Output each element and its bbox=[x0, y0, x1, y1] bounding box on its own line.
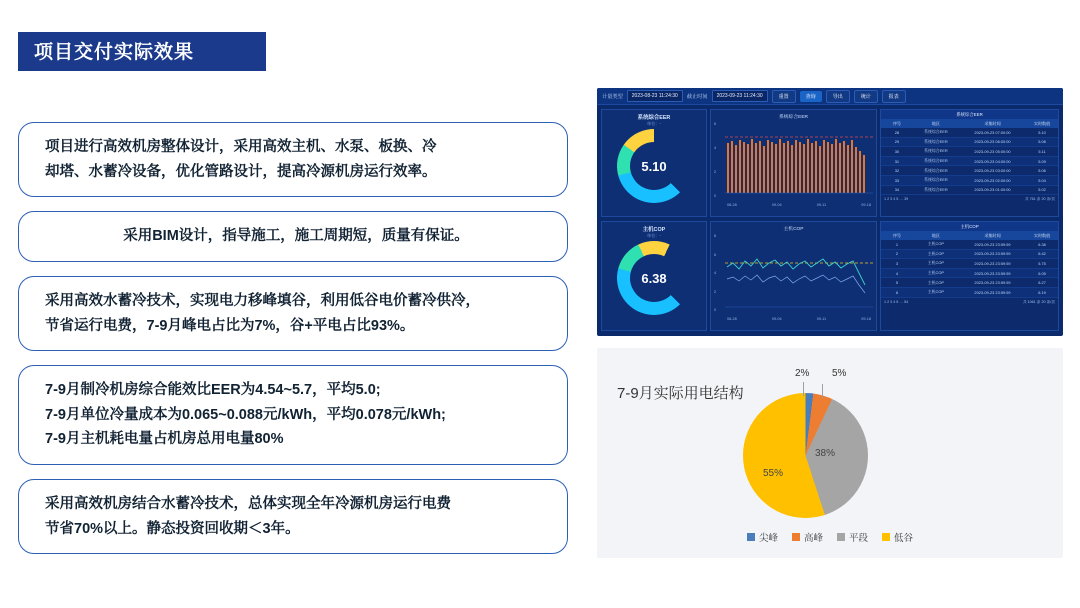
legend-swatch bbox=[882, 533, 890, 541]
y-tick: 8 bbox=[714, 234, 717, 238]
slide-title-bar bbox=[18, 32, 266, 68]
cell: 2023-09-23 01:00:00 bbox=[974, 187, 1011, 193]
cell: 主机COP bbox=[927, 250, 944, 256]
legend-item-pingduan[interactable] bbox=[837, 530, 868, 544]
cell: 28 bbox=[894, 129, 900, 135]
legend-item-gaofeng[interactable] bbox=[792, 530, 823, 544]
dashboard-toolbar bbox=[597, 88, 1063, 105]
gauge-eer bbox=[617, 129, 691, 203]
pagination-summary: 共 1061 条 20 条/页 bbox=[1022, 299, 1055, 304]
y-tick: 4 bbox=[714, 271, 717, 275]
chart-eer-title: 系统综合EER bbox=[778, 115, 809, 120]
report-button[interactable]: 报表 bbox=[882, 90, 906, 103]
cell: 34 bbox=[894, 187, 900, 193]
x-tick: 09-04 bbox=[771, 203, 782, 207]
legend-label: 低谷 bbox=[894, 533, 914, 544]
cell: 2023-09-23 23:59:59 bbox=[974, 280, 1011, 286]
cell: 系统综合EER bbox=[924, 177, 948, 183]
y-tick: 0 bbox=[714, 194, 717, 198]
x-tick: 09-04 bbox=[771, 317, 782, 321]
table-row[interactable] bbox=[881, 176, 1058, 186]
cell: 2023-09-23 23:59:59 bbox=[974, 270, 1011, 276]
cell: 2023-09-23 23:59:59 bbox=[974, 289, 1011, 295]
cell: 1 bbox=[895, 241, 899, 247]
column-header: 实时数值 bbox=[1033, 232, 1051, 238]
cell: 主机COP bbox=[927, 289, 944, 295]
cell: 系统综合EER bbox=[924, 167, 948, 173]
table-row[interactable] bbox=[881, 278, 1058, 288]
cell: 31 bbox=[894, 158, 900, 164]
x-tick: 08-28 bbox=[727, 203, 737, 207]
cell: 6.42 bbox=[1038, 251, 1046, 257]
cell: 5.06 bbox=[1038, 168, 1046, 174]
cell: 2023-09-23 06:00:00 bbox=[974, 139, 1011, 145]
pagination-pages[interactable]: 1 2 3 4 5 … 39 bbox=[884, 197, 909, 202]
end-time-label: 截止时间 bbox=[686, 93, 708, 100]
chart-panel-eer bbox=[710, 109, 877, 217]
bullet-line: 却塔、水蓄冷设备，优化管路设计，提高冷源机房运行效率。 bbox=[45, 163, 437, 180]
cell: 系统综合EER bbox=[924, 129, 948, 135]
gauge-eer-title: 系统综合EER bbox=[637, 115, 671, 121]
gauge-cop-value: 6.38 bbox=[641, 270, 667, 286]
title-underline bbox=[18, 68, 266, 71]
legend-swatch bbox=[747, 533, 755, 541]
pie-slice-label-digu: 55% bbox=[763, 468, 784, 479]
table-cop[interactable] bbox=[880, 221, 1059, 331]
table-cop-footer[interactable] bbox=[881, 298, 1058, 307]
column-header: 采集时间 bbox=[984, 120, 1001, 126]
gauge-center bbox=[630, 142, 678, 190]
cell: 5 bbox=[895, 280, 899, 286]
toolbar-type-label: 计量类型 bbox=[602, 93, 623, 100]
column-header: 地区 bbox=[931, 232, 940, 238]
cell: 6.38 bbox=[1038, 241, 1046, 247]
table-row[interactable] bbox=[881, 166, 1058, 176]
table-row[interactable] bbox=[881, 240, 1058, 250]
bullet-line: 节省运行电费，7-9月峰电占比为7%，谷+平电占比93%。 bbox=[45, 317, 415, 334]
cell: 系统综合EER bbox=[924, 186, 948, 192]
cell: 2023-09-23 05:00:00 bbox=[974, 148, 1011, 154]
cell: 5.10 bbox=[1038, 129, 1046, 135]
cell: 主机COP bbox=[927, 270, 944, 276]
leader-line bbox=[822, 384, 823, 398]
table-row[interactable] bbox=[881, 269, 1058, 279]
pie-chart-title: 7-9月实际用电结构 bbox=[617, 385, 744, 402]
table-cop-title: 主机COP bbox=[881, 222, 1058, 231]
pie-chart-panel bbox=[597, 348, 1063, 558]
legend-label: 尖峰 bbox=[758, 533, 778, 544]
cell: 5.75 bbox=[1038, 260, 1046, 266]
start-time-field[interactable]: 2023-08-23 11:24:30 bbox=[627, 90, 683, 102]
gauge-panel-cop bbox=[601, 221, 707, 331]
query-button[interactable]: 查询 bbox=[800, 91, 822, 102]
page-title: 项目交付实际效果 bbox=[34, 41, 195, 63]
cell: 32 bbox=[894, 168, 900, 174]
list-item bbox=[18, 122, 568, 197]
cell: 33 bbox=[894, 177, 900, 183]
pagination-pages[interactable]: 1 2 3 4 5 … 54 bbox=[884, 299, 909, 304]
cell: 系统综合EER bbox=[924, 138, 948, 144]
pie-slice-label-gaofeng: 5% bbox=[832, 368, 847, 379]
cell: 系统综合EER bbox=[924, 148, 948, 154]
column-header: 采集时间 bbox=[984, 232, 1001, 238]
cell: 29 bbox=[894, 139, 900, 145]
chart-eer-plot bbox=[725, 121, 873, 201]
end-time-field[interactable]: 2023-09-23 11:24:30 bbox=[712, 90, 768, 102]
table-row[interactable] bbox=[881, 138, 1058, 148]
table-row[interactable] bbox=[881, 288, 1058, 298]
bullet-line: 7-9月制冷机房综合能效比EER为4.54~5.7，平均5.0; bbox=[45, 382, 381, 399]
cell: 5.11 bbox=[1038, 148, 1046, 154]
bullet-line: 7-9月主机耗电量占机房总用电量80% bbox=[45, 431, 284, 448]
table-header-row bbox=[881, 231, 1058, 240]
y-tick: 0 bbox=[714, 308, 717, 312]
table-row[interactable] bbox=[881, 259, 1058, 269]
gauge-center bbox=[630, 254, 678, 302]
list-item bbox=[18, 276, 568, 351]
gauge-cop bbox=[617, 241, 691, 315]
x-tick: 09-11 bbox=[816, 203, 827, 207]
list-item bbox=[18, 479, 568, 554]
cell: 主机COP bbox=[927, 260, 944, 266]
cell: 2023-09-23 23:59:59 bbox=[974, 241, 1011, 247]
y-tick: 4 bbox=[714, 146, 717, 150]
cell: 2023-09-23 23:59:59 bbox=[974, 260, 1011, 266]
gauge-panel-eer bbox=[601, 109, 707, 217]
legend-label: 高峰 bbox=[803, 533, 823, 544]
legend-swatch bbox=[837, 533, 845, 541]
list-item bbox=[18, 365, 568, 465]
cell: 2023-09-23 02:00:00 bbox=[974, 177, 1011, 183]
cell: 主机COP bbox=[927, 241, 944, 247]
y-tick: 2 bbox=[714, 170, 717, 174]
x-tick: 08-28 bbox=[727, 317, 737, 321]
cell: 6.27 bbox=[1038, 280, 1046, 286]
table-eer[interactable] bbox=[880, 109, 1059, 217]
cell: 5.08 bbox=[1038, 139, 1046, 145]
column-header: 序号 bbox=[892, 232, 902, 238]
reset-button[interactable]: 重置 bbox=[772, 90, 796, 103]
legend-swatch bbox=[792, 533, 800, 541]
cell: 5.02 bbox=[1038, 187, 1046, 193]
x-tick: 09-18 bbox=[861, 317, 871, 321]
y-tick: 6 bbox=[714, 252, 717, 257]
gauge-cop-subtitle: 单位：- bbox=[647, 233, 661, 238]
gauge-eer-subtitle: 单位：- bbox=[647, 121, 661, 126]
cell: 主机COP bbox=[927, 279, 944, 285]
cell: 2023-09-23 23:59:59 bbox=[974, 251, 1011, 257]
chart-panel-cop bbox=[710, 221, 877, 331]
cell: 2023-09-23 04:00:00 bbox=[974, 158, 1011, 164]
cell: 5.09 bbox=[1038, 158, 1046, 164]
cell: 6 bbox=[895, 289, 899, 295]
cell: 系统综合EER bbox=[924, 158, 948, 164]
bullet-list bbox=[18, 122, 568, 568]
export-button[interactable]: 导出 bbox=[826, 90, 850, 103]
x-tick: 09-11 bbox=[816, 317, 827, 321]
legend-item-digu[interactable] bbox=[882, 530, 913, 544]
bullet-line: 7-9月单位冷量成本为0.065~0.088元/kWh，平均0.078元/kWh; bbox=[45, 406, 446, 423]
gauge-eer-value: 5.10 bbox=[641, 158, 667, 174]
table-row[interactable] bbox=[881, 250, 1058, 260]
list-item bbox=[18, 211, 568, 262]
table-row[interactable] bbox=[881, 157, 1058, 167]
pie-slice-label-jianfeng: 2% bbox=[795, 368, 810, 379]
bullet-line: 采用BIM设计，指导施工，施工周期短，质量有保证。 bbox=[123, 228, 469, 245]
table-row[interactable] bbox=[881, 147, 1058, 157]
x-tick: 09-18 bbox=[861, 203, 871, 207]
legend-label: 平段 bbox=[849, 533, 869, 544]
cell: 30 bbox=[894, 148, 900, 154]
column-header: 序号 bbox=[892, 120, 902, 126]
table-eer-footer[interactable] bbox=[881, 195, 1058, 204]
stats-button[interactable]: 统计 bbox=[854, 90, 878, 103]
bullet-line: 节省70%以上。静态投资回收期＜3年。 bbox=[45, 520, 300, 537]
cell: 4 bbox=[895, 270, 899, 276]
column-header: 实时数值 bbox=[1033, 120, 1051, 126]
bullet-line: 项目进行高效机房整体设计，采用高效主机、水泵、板换、冷 bbox=[45, 139, 437, 155]
y-tick: 2 bbox=[714, 289, 717, 294]
cell: 2023-09-23 07:00:00 bbox=[974, 129, 1011, 135]
table-row[interactable] bbox=[881, 186, 1058, 196]
cell: 2023-09-23 03:00:00 bbox=[974, 168, 1011, 174]
cell: 5.04 bbox=[1038, 177, 1046, 183]
cell: 2 bbox=[895, 251, 899, 257]
cell: 6.19 bbox=[1038, 289, 1046, 295]
cell: 6.05 bbox=[1038, 270, 1046, 276]
legend-item-jianfeng[interactable] bbox=[747, 530, 778, 544]
y-tick: 6 bbox=[714, 122, 717, 126]
bullet-line: 采用高效水蓄冷技术，实现电力移峰填谷，利用低谷电价蓄冷供冷， bbox=[45, 292, 480, 309]
table-row[interactable] bbox=[881, 128, 1058, 138]
pagination-summary: 共 761 条 20 条/页 bbox=[1024, 197, 1055, 202]
cell: 3 bbox=[895, 260, 899, 266]
pie-legend bbox=[597, 530, 1063, 544]
chart-cop-title: 主机COP bbox=[783, 227, 804, 232]
table-header-row bbox=[881, 119, 1058, 128]
dashboard-screenshot bbox=[597, 88, 1063, 336]
pie-chart bbox=[743, 393, 868, 518]
table-eer-title: 系统综合EER bbox=[881, 110, 1058, 119]
pie-slice-label-pingduan: 38% bbox=[815, 448, 836, 459]
column-header: 地区 bbox=[931, 120, 940, 126]
chart-cop-plot bbox=[725, 233, 873, 315]
leader-line bbox=[803, 382, 804, 396]
bullet-line: 采用高效机房结合水蓄冷技术，总体实现全年冷源机房运行电费 bbox=[45, 496, 451, 513]
gauge-cop-title: 主机COP bbox=[642, 227, 666, 233]
